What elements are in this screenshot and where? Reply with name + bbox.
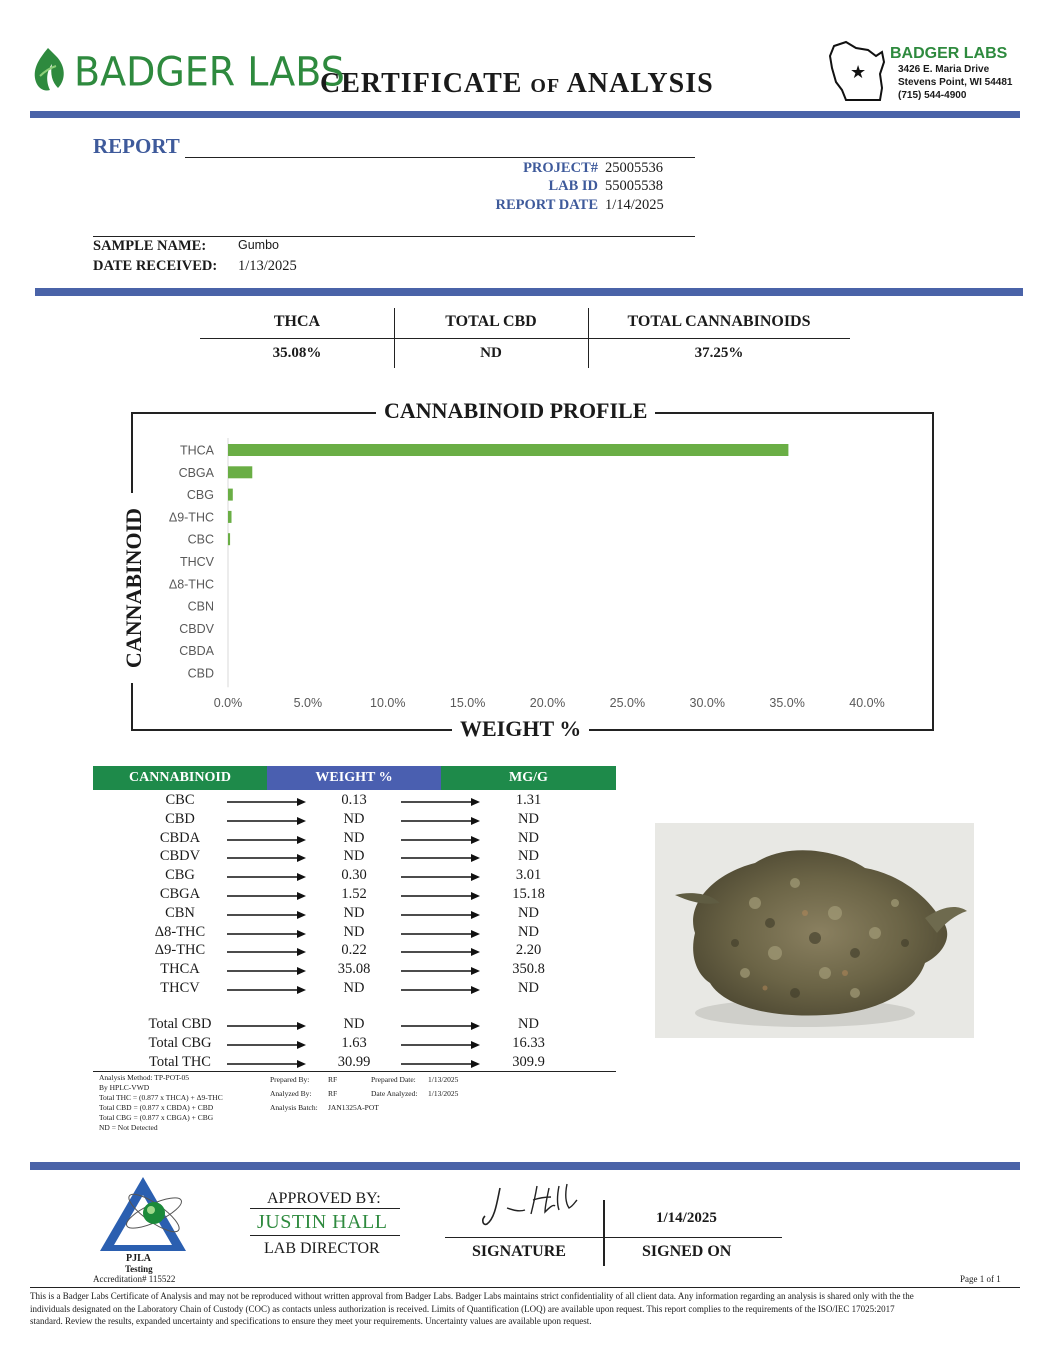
cell-weight: 1.63 xyxy=(341,1035,367,1051)
signature-image xyxy=(475,1180,585,1236)
chart-x-tick-label: 30.0% xyxy=(689,696,725,710)
address-city: Stevens Point, WI 54481 xyxy=(898,77,1013,88)
table-header-weight: WEIGHT % xyxy=(267,766,441,790)
summary-header-total-cannabinoids: TOTAL CANNABINOIDS xyxy=(627,313,811,330)
chart-x-tick-label: 15.0% xyxy=(449,696,486,710)
svg-text:★: ★ xyxy=(850,62,867,83)
cell-mgg: ND xyxy=(518,848,539,865)
cell-weight: 1.52 xyxy=(341,886,367,902)
footer-rule xyxy=(30,1287,1020,1288)
right-arrow-icon xyxy=(227,1021,307,1031)
right-arrow-icon xyxy=(401,797,481,807)
prepared-by-value: RF xyxy=(328,1075,338,1084)
date-received-label: DATE RECEIVED: xyxy=(93,258,218,274)
summary-value-total-cannabinoids: 37.25% xyxy=(694,345,744,361)
chart-category-label: THCV xyxy=(179,555,214,569)
cell-weight: ND xyxy=(343,923,365,940)
right-arrow-icon xyxy=(227,985,307,995)
right-arrow-icon xyxy=(227,835,307,845)
title-part-1: CERTIFICATE xyxy=(320,68,531,99)
cell-mgg: 3.01 xyxy=(515,867,542,884)
right-arrow-icon xyxy=(227,966,307,976)
cell-cannabinoid: THCA xyxy=(160,961,200,978)
approved-by-label: APPROVED BY: xyxy=(267,1190,381,1207)
cell-mgg: 350.8 xyxy=(512,961,545,978)
table-row xyxy=(93,848,616,867)
cell-weight: 30.99 xyxy=(337,1054,371,1070)
cell-cannabinoid: Total THC xyxy=(149,1054,211,1070)
method-notes xyxy=(99,1073,223,1133)
analyzed-by-label: Analyzed By: xyxy=(270,1089,312,1098)
cell-mgg: ND xyxy=(518,810,539,827)
cell-cannabinoid: CBC xyxy=(165,792,195,808)
method-note: Total CBG = (0.877 x CBGA) + CBG xyxy=(99,1113,214,1122)
chart-x-tick-label: 25.0% xyxy=(609,696,646,710)
chart-category-label: CBDA xyxy=(179,644,214,659)
date-received-value: 1/13/2025 xyxy=(238,258,297,274)
cell-cannabinoid: CBG xyxy=(165,867,195,884)
cell-mgg: 1.31 xyxy=(515,792,542,808)
right-arrow-icon xyxy=(401,891,481,901)
cell-cannabinoid: CBDV xyxy=(159,848,201,865)
report-label: REPORT xyxy=(93,134,180,158)
signature-label: SIGNATURE xyxy=(472,1243,566,1260)
right-arrow-icon xyxy=(227,910,307,920)
prepared-date-value: 1/13/2025 xyxy=(428,1075,459,1084)
table-row xyxy=(93,961,616,980)
report-date-label: REPORT DATE xyxy=(495,197,598,213)
cell-mgg: ND xyxy=(518,829,539,846)
cell-mgg: 2.20 xyxy=(515,942,542,959)
right-arrow-icon xyxy=(401,872,481,882)
chart-y-axis-label: CANNABINOID xyxy=(121,493,147,683)
chart-bar xyxy=(228,511,232,523)
prepared-date-label: Prepared Date: xyxy=(371,1075,416,1084)
cell-cannabinoid: CBD xyxy=(165,810,195,827)
signature-rule xyxy=(445,1237,782,1238)
chart-x-tick-label: 20.0% xyxy=(529,696,566,710)
method-note: By HPLC-VWD xyxy=(99,1083,150,1092)
analysis-batch-value: JAN1325A-POT xyxy=(328,1103,379,1112)
right-arrow-icon xyxy=(401,910,481,920)
chart-category-label: Δ8-THC xyxy=(168,577,214,592)
summary-header-total-cbd: TOTAL CBD xyxy=(445,313,537,330)
cell-weight: 0.22 xyxy=(341,942,367,959)
footer-disclaimer xyxy=(30,1290,1020,1328)
approver-title: LAB DIRECTOR xyxy=(264,1240,380,1257)
chart-bar xyxy=(228,444,788,456)
right-arrow-icon xyxy=(401,947,481,957)
chart-category-label: CBG xyxy=(186,488,214,503)
cell-weight: 0.13 xyxy=(341,792,367,808)
title-part-2: OF xyxy=(530,75,561,97)
cell-mgg: 15.18 xyxy=(512,886,545,902)
cell-cannabinoid: CBN xyxy=(165,904,195,921)
right-arrow-icon xyxy=(227,872,307,882)
right-arrow-icon xyxy=(401,1040,481,1050)
chart-category-label: CBDV xyxy=(179,621,214,636)
analyzed-by-value: RF xyxy=(328,1089,338,1098)
disclaimer-line: standard. Review the results, expanded uncertainty and specifications to ensure they meet your requirements. Uncertainty values are available upon request. xyxy=(30,1316,592,1326)
right-arrow-icon xyxy=(227,947,307,957)
report-date-value: 1/14/2025 xyxy=(605,197,664,213)
title-part-3: ANALYSIS xyxy=(560,68,714,99)
right-arrow-icon xyxy=(227,816,307,826)
disclaimer-line: This is a Badger Labs Certificate of Analysis and may not be reproduced without written approval from Badger Labs. Badger Labs maintains strict confidentiality of all client data. Any information regarding an analysis is shared only with the the xyxy=(30,1291,914,1301)
cell-mgg: 309.9 xyxy=(512,1054,545,1070)
cell-cannabinoid: THCV xyxy=(160,980,200,996)
summary-value-thca: 35.08% xyxy=(272,345,322,361)
cell-mgg: ND xyxy=(518,980,539,996)
table-row xyxy=(93,980,616,999)
chart-category-label: CBD xyxy=(187,666,214,681)
method-note: Total THC = (0.877 x THCA) + Δ9-THC xyxy=(99,1093,223,1102)
signed-date: 1/14/2025 xyxy=(656,1210,717,1226)
chart-bar xyxy=(228,489,233,501)
date-analyzed-value: 1/13/2025 xyxy=(428,1089,459,1098)
project-value: 25005536 xyxy=(605,160,663,176)
approved-by-rule xyxy=(250,1208,400,1209)
cell-cannabinoid: Total CBD xyxy=(148,1016,212,1032)
cell-weight: ND xyxy=(343,829,365,846)
table-bottom-rule xyxy=(93,1071,616,1072)
address-phone: (715) 544-4900 xyxy=(898,90,967,101)
chart-x-tick-label: 40.0% xyxy=(849,696,885,710)
method-note: Analysis Method: TP-POT-05 xyxy=(99,1073,190,1082)
chart-title: CANNABINOID PROFILE xyxy=(376,398,655,424)
accreditation-number: Accreditation# 115522 xyxy=(93,1274,176,1284)
pjla-accreditation-logo xyxy=(96,1173,190,1255)
disclaimer-line: individuals designated on the Laboratory Chain of Custody (COC) as contacts unless authorization is received. Limits of Quantification (LOQ) are available upon request. This report complies to the requirements of the ISO/IEC 17025:2017 xyxy=(30,1303,895,1314)
right-arrow-icon xyxy=(401,966,481,976)
cell-mgg: ND xyxy=(518,904,539,921)
cell-cannabinoid: Δ9-THC xyxy=(154,942,206,959)
summary-value-total-cbd: ND xyxy=(480,345,502,361)
right-arrow-icon xyxy=(227,1040,307,1050)
table-row xyxy=(93,924,616,943)
right-arrow-icon xyxy=(401,929,481,939)
signature-divider xyxy=(603,1200,605,1266)
chart-bar xyxy=(228,533,230,545)
pjla-testing-text: Testing xyxy=(125,1264,153,1274)
approver-name-rule xyxy=(250,1235,400,1236)
right-arrow-icon xyxy=(227,797,307,807)
chart-x-tick-label: 35.0% xyxy=(769,696,805,710)
table-row xyxy=(93,811,616,830)
right-arrow-icon xyxy=(401,853,481,863)
sample-name-label: SAMPLE NAME: xyxy=(93,238,207,254)
table-row xyxy=(93,792,616,811)
right-arrow-icon xyxy=(227,1059,307,1069)
approval-divider xyxy=(30,1162,1020,1170)
cell-mgg: ND xyxy=(518,1016,539,1032)
chart-x-tick-label: 10.0% xyxy=(370,696,406,710)
chart-category-label: CBGA xyxy=(178,465,214,480)
page-number: Page 1 of 1 xyxy=(960,1274,1001,1284)
right-arrow-icon xyxy=(227,891,307,901)
prepared-by-label: Prepared By: xyxy=(270,1075,310,1084)
method-note: Total CBD = (0.877 x CBDA) + CBD xyxy=(99,1103,214,1112)
signed-on-label: SIGNED ON xyxy=(642,1243,732,1260)
cell-mgg: 16.33 xyxy=(512,1035,545,1051)
cell-weight: ND xyxy=(343,1016,365,1032)
cell-weight: ND xyxy=(343,980,365,996)
logo-text: BADGER LABS xyxy=(74,48,345,96)
cannabis-bud-image xyxy=(655,823,974,1038)
address-street: 3426 E. Maria Drive xyxy=(898,64,990,75)
right-arrow-icon xyxy=(227,853,307,863)
cell-weight: ND xyxy=(343,810,365,827)
sample-name-value: Gumbo xyxy=(238,238,279,252)
sample-photo xyxy=(655,823,974,1038)
right-arrow-icon xyxy=(401,1059,481,1069)
table-row xyxy=(93,830,616,849)
chart-category-label: CBN xyxy=(187,599,214,614)
right-arrow-icon xyxy=(401,1021,481,1031)
table-row xyxy=(93,886,616,905)
address-company-name: BADGER LABS xyxy=(890,45,1008,62)
table-row xyxy=(93,867,616,886)
date-analyzed-label: Date Analyzed: xyxy=(371,1089,418,1098)
analysis-batch-label: Analysis Batch: xyxy=(270,1103,318,1112)
cell-weight: 35.08 xyxy=(337,961,371,978)
chart-bar xyxy=(228,466,252,478)
chart-x-tick-label: 5.0% xyxy=(293,696,323,710)
cell-cannabinoid: Δ8-THC xyxy=(154,923,206,940)
table-header-cannabinoid: CANNABINOID xyxy=(93,766,267,790)
table-row xyxy=(93,905,616,924)
right-arrow-icon xyxy=(401,835,481,845)
right-arrow-icon xyxy=(401,985,481,995)
cell-weight: ND xyxy=(343,848,365,865)
cell-weight: 0.30 xyxy=(341,867,367,884)
chart-x-tick-label: 0.0% xyxy=(213,696,243,710)
table-row xyxy=(93,1016,616,1035)
right-arrow-icon xyxy=(401,816,481,826)
right-arrow-icon xyxy=(227,929,307,939)
chart-category-label: THCA xyxy=(179,443,214,458)
table-row xyxy=(93,1035,616,1054)
summary-header-thca: THCA xyxy=(273,313,321,330)
table-header-mgg: MG/G xyxy=(441,766,616,790)
cell-cannabinoid: CBGA xyxy=(159,886,201,902)
pjla-text: PJLA xyxy=(126,1253,151,1264)
cell-cannabinoid: Total CBG xyxy=(148,1035,212,1051)
chart-category-label: Δ9-THC xyxy=(168,510,214,525)
lab-id-label: LAB ID xyxy=(548,178,598,194)
chart-x-axis-label: WEIGHT % xyxy=(452,716,589,742)
approver-name: JUSTIN HALL xyxy=(257,1211,388,1233)
cell-cannabinoid: CBDA xyxy=(159,829,201,846)
table-row xyxy=(93,942,616,961)
cell-mgg: ND xyxy=(518,923,539,940)
chart-category-label: CBC xyxy=(187,532,214,547)
project-label: PROJECT# xyxy=(523,160,598,176)
cell-weight: ND xyxy=(343,904,365,921)
method-note: ND = Not Detected xyxy=(99,1123,158,1132)
lab-id-value: 55005538 xyxy=(605,178,663,194)
